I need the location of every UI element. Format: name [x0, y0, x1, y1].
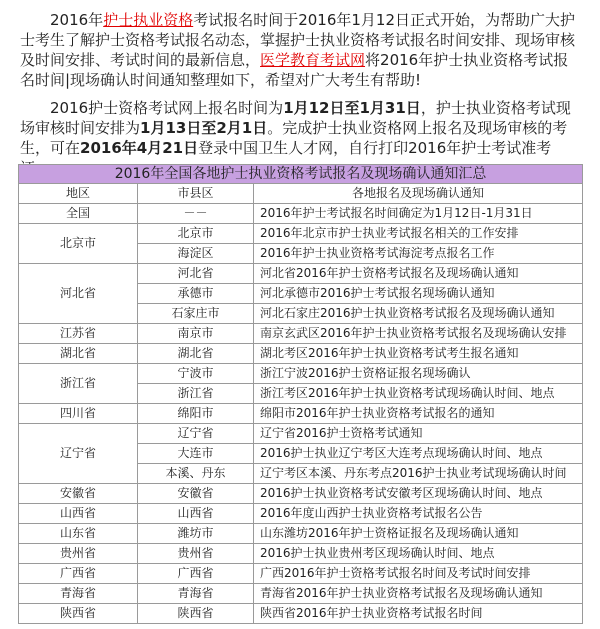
- city-cell: 山西省: [138, 504, 254, 524]
- notice-link[interactable]: 辽宁考区本溪、丹东考点2016护士执业考试现场确认时间: [254, 464, 583, 484]
- notice-link[interactable]: 2016护士执业贵州考区现场确认时间、地点: [254, 544, 583, 564]
- notice-link[interactable]: 浙江宁波2016护士资格证报名现场确认: [254, 364, 583, 384]
- city-cell: 宁波市: [138, 364, 254, 384]
- notice-link[interactable]: 2016护士执业辽宁考区大连考点现场确认时间、地点: [254, 444, 583, 464]
- table-caption-row: [19, 165, 583, 184]
- region-cell: 江苏省: [19, 324, 138, 344]
- table-row: [19, 524, 583, 544]
- online-registration-dates: 1月12日至1月31日: [283, 99, 421, 117]
- city-cell: 浙江省: [138, 384, 254, 404]
- intro-text: 将2016年护士执业资格考试报名时间|现场确认时间通知整理如下，希望对广大考生有帮助!: [20, 51, 569, 89]
- onsite-review-dates: 1月13日至2月1日: [140, 119, 268, 137]
- table-row: [19, 264, 583, 284]
- region-cell: 四川省: [19, 404, 138, 424]
- intro-text: 登录中国卫生人才网，自行打印2016年护士考试准考: [198, 139, 552, 157]
- region-cell: 辽宁省: [19, 424, 138, 484]
- intro-text: 考试报名时间于2016年1月12日正式开始，为帮助广大护士考生了解护士资格考试报名动态，掌握护士执业资格考试报名时间安排、现场审核及时间安排、考试时间的最新信息，: [20, 11, 576, 69]
- table-row: [19, 484, 583, 504]
- notice-link[interactable]: 浙江考区2016年护士执业资格考试现场确认时间、地点: [254, 384, 583, 404]
- table-row: [19, 324, 583, 344]
- table-caption: 2016年全国各地护士执业资格考试报名及现场确认通知汇总: [19, 165, 583, 184]
- table-header-row: [19, 184, 583, 204]
- notice-link[interactable]: 湖北考区2016年护士执业资格考试考生报名通知: [254, 344, 583, 364]
- notice-link[interactable]: 青海省2016年护士执业资格考试报名及现场确认通知: [254, 584, 583, 604]
- city-cell: 辽宁省: [138, 424, 254, 444]
- region-cell: 广西省: [19, 564, 138, 584]
- region-cell: 湖北省: [19, 344, 138, 364]
- region-cell: 山西省: [19, 504, 138, 524]
- region-cell: 山东省: [19, 524, 138, 544]
- table-row: [19, 404, 583, 424]
- notice-link[interactable]: 2016年北京市护士执业考试报名相关的工作安排: [254, 224, 583, 244]
- notice-link[interactable]: 2016年度山西护士执业资格考试报名公告: [254, 504, 583, 524]
- city-cell: 大连市: [138, 444, 254, 464]
- table-row: [19, 564, 583, 584]
- table-row: [19, 344, 583, 364]
- city-cell: 南京市: [138, 324, 254, 344]
- city-cell: 湖北省: [138, 344, 254, 364]
- notice-link[interactable]: 2016年护士执业资格考试海淀考点报名工作: [254, 244, 583, 264]
- city-cell: 安徽省: [138, 484, 254, 504]
- city-cell: 绵阳市: [138, 404, 254, 424]
- notice-link[interactable]: 河北石家庄2016护士执业资格考试报名及现场确认通知: [254, 304, 583, 324]
- intro-text: ，护士执业资格考试现场审核时间安排为: [20, 99, 571, 137]
- city-cell: －－: [138, 204, 254, 224]
- notice-link[interactable]: 山东潍坊2016年护士资格证报名及现场确认通知: [254, 524, 583, 544]
- city-cell: 海淀区: [138, 244, 254, 264]
- city-cell: 潍坊市: [138, 524, 254, 544]
- city-cell: 陕西省: [138, 604, 254, 624]
- notice-link[interactable]: 2016年护士考试报名时间确定为1月12日-1月31日: [254, 204, 583, 224]
- region-cell: 北京市: [19, 224, 138, 264]
- region-cell: 浙江省: [19, 364, 138, 404]
- table-row: [19, 584, 583, 604]
- column-header-notice: 各地报名及现场确认通知: [254, 184, 583, 204]
- city-cell: 青海省: [138, 584, 254, 604]
- intro-text: 2016年: [50, 11, 104, 29]
- column-header-city: 市县区: [138, 184, 254, 204]
- table-row: [19, 224, 583, 244]
- region-cell: 贵州省: [19, 544, 138, 564]
- medical-education-site-link[interactable]: 医学教育考试网: [260, 51, 366, 69]
- notice-link[interactable]: 南京玄武区2016年护士执业资格考试报名及现场确认安排: [254, 324, 583, 344]
- notice-link[interactable]: 陕西省2016年护士执业资格考试报名时间: [254, 604, 583, 624]
- notice-link[interactable]: 河北承德市2016护士考试报名现场确认通知: [254, 284, 583, 304]
- notice-link[interactable]: 广西2016年护士资格考试报名时间及考试时间安排: [254, 564, 583, 584]
- city-cell: 本溪、丹东: [138, 464, 254, 484]
- intro-paragraph-1: [0, 0, 600, 90]
- region-cell: 青海省: [19, 584, 138, 604]
- notice-link[interactable]: 河北省2016年护士资格考试报名及现场确认通知: [254, 264, 583, 284]
- region-cell: 河北省: [19, 264, 138, 324]
- city-cell: 石家庄市: [138, 304, 254, 324]
- notice-link[interactable]: 辽宁省2016护士资格考试通知: [254, 424, 583, 444]
- column-header-region: 地区: [19, 184, 138, 204]
- region-cell: 陕西省: [19, 604, 138, 624]
- city-cell: 北京市: [138, 224, 254, 244]
- registration-notice-table: [18, 164, 583, 624]
- table-row: [19, 204, 583, 224]
- region-cell: 全国: [19, 204, 138, 224]
- admission-ticket-date: 2016年4月21日: [80, 139, 199, 157]
- region-cell: 安徽省: [19, 484, 138, 504]
- table-row: [19, 544, 583, 564]
- table-row: [19, 604, 583, 624]
- city-cell: 承德市: [138, 284, 254, 304]
- intro-text: 。完成护士执业资格网上报名及现场审核的考生，可在: [20, 119, 568, 157]
- city-cell: 河北省: [138, 264, 254, 284]
- table-row: [19, 364, 583, 384]
- city-cell: 广西省: [138, 564, 254, 584]
- intro-text: 2016护士资格考试网上报名时间为: [50, 99, 284, 117]
- table-row: [19, 424, 583, 444]
- notice-link[interactable]: 绵阳市2016年护士执业资格考试报名的通知: [254, 404, 583, 424]
- nurse-qualification-link[interactable]: 护士执业资格: [103, 11, 194, 29]
- table-row: [19, 504, 583, 524]
- city-cell: 贵州省: [138, 544, 254, 564]
- notice-link[interactable]: 2016护士执业资格考试安徽考区现场确认时间、地点: [254, 484, 583, 504]
